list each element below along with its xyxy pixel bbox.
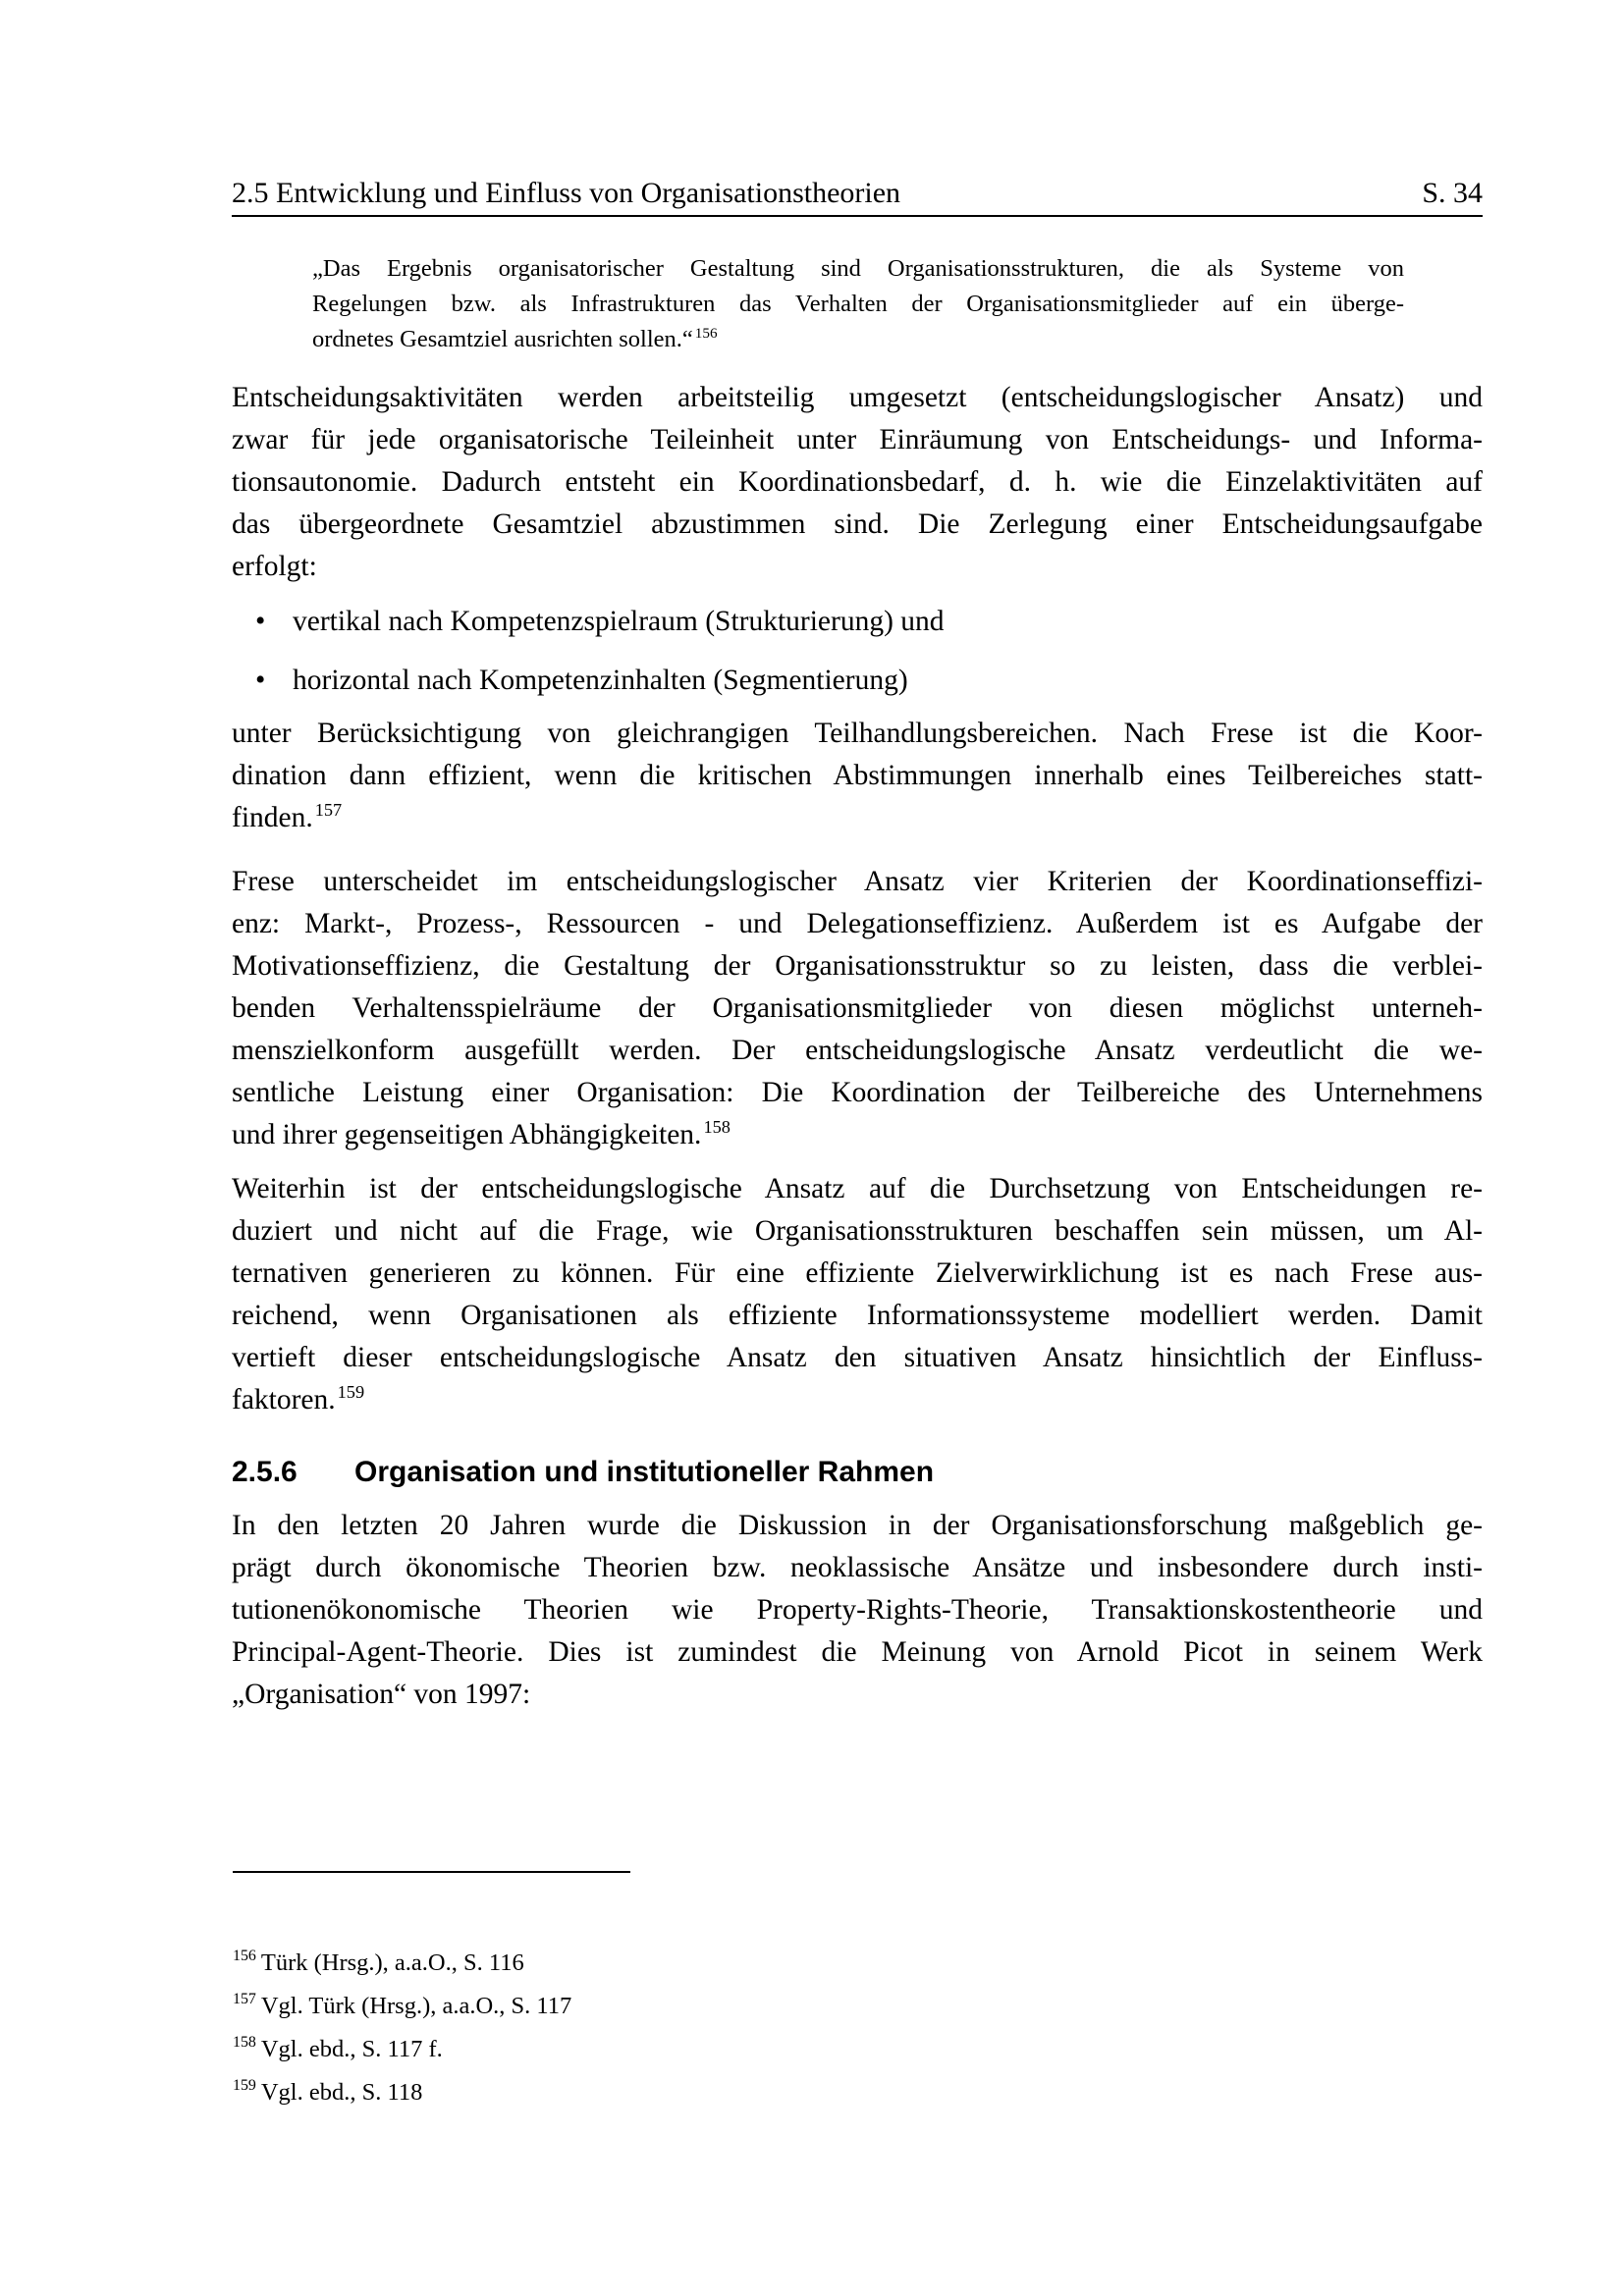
footnote [233, 2028, 443, 2071]
footnote-number: 156 [233, 1948, 256, 1965]
section-heading [232, 1453, 935, 1492]
line-text: finden. [232, 802, 313, 833]
footnote-separator [233, 1871, 630, 1873]
text-line [232, 1114, 1483, 1156]
header-title: 2.5 Entwicklung und Einfluss von Organisationstheorien [232, 177, 901, 209]
line-text: Principal-Agent-Theorie. Dies ist zumindest die Meinung von Arnold Picot in seinem Werk [232, 1636, 1483, 1668]
text-line [232, 988, 1483, 1030]
line-text: und ihrer gegenseitigen Abhängigkeiten. [232, 1119, 702, 1150]
footnote [233, 1942, 524, 1985]
text-line [232, 1589, 1483, 1631]
line-text: reichend, wenn Organisationen als effiziente Informationssysteme modelliert werden. Damit [232, 1300, 1483, 1331]
line-text: ordnetes Gesamtziel ausrichten sollen.“ [312, 326, 693, 352]
footnote-text: Türk (Hrsg.), a.a.O., S. 116 [260, 1949, 524, 1976]
text-line [232, 755, 1483, 797]
line-text: zwar für jede organisatorische Teileinheit unter Einräumung von Entscheidungs- und Informa- [232, 424, 1483, 455]
text-line [232, 945, 1483, 988]
footnote [233, 2071, 422, 2114]
text-line [232, 1505, 1483, 1547]
text-line [232, 419, 1483, 461]
line-text: In den letzten 20 Jahren wurde die Diskussion in der Organisationsforschung maßgeblich ge- [232, 1510, 1483, 1541]
line-text: erfolgt: [232, 551, 317, 582]
text-line [232, 546, 1483, 588]
footnote-reference[interactable]: 157 [314, 800, 343, 821]
line-text: enz: Markt-, Prozess-, Ressourcen - und Delegationseffizienz. Außerdem ist es Aufgabe der [232, 908, 1483, 939]
line-text: Weiterhin ist der entscheidungslogische Ansatz auf die Durchsetzung von Entscheidungen re- [232, 1173, 1483, 1204]
line-text: Motivationseffizienz, die Gestaltung der Organisationsstruktur so zu leisten, dass die verblei- [232, 950, 1483, 982]
footnote-text: Vgl. ebd., S. 118 [260, 2079, 423, 2106]
line-text: benden Verhaltensspielräume der Organisationsmitglieder von diesen möglichst unterneh- [232, 992, 1483, 1024]
line-text: ternativen generieren zu können. Für eine effiziente Zielverwirklichung ist es nach Frese aus- [232, 1257, 1483, 1289]
paragraph [232, 1505, 1483, 1716]
line-text: dination dann effizient, wenn die kritischen Abstimmungen innerhalb eines Teilbereiches statt- [232, 760, 1483, 791]
line-text: tionsautonomie. Dadurch entsteht ein Koordinationsbedarf, d. h. wie die Einzelaktivitäten auf [232, 466, 1483, 498]
running-header [232, 175, 1483, 212]
footnote-number: 159 [233, 2077, 256, 2095]
paragraph [232, 861, 1483, 1156]
line-text: prägt durch ökonomische Theorien bzw. neoklassische Ansätze und insbesondere durch insti- [232, 1552, 1483, 1583]
paragraph [232, 713, 1483, 839]
paragraph [232, 377, 1483, 588]
footnote-reference[interactable]: 159 [337, 1382, 365, 1403]
text-line [232, 797, 1483, 839]
line-text: Entscheidungsaktivitäten werden arbeitsteilig umgesetzt (entscheidungslogischer Ansatz) und [232, 382, 1483, 413]
text-line [232, 1253, 1483, 1295]
text-line [232, 861, 1483, 903]
line-text: vertieft dieser entscheidungslogische Ansatz den situativen Ansatz hinsichtlich der Einfluss- [232, 1342, 1483, 1373]
text-line [232, 1030, 1483, 1072]
footnote-text: Vgl. ebd., S. 117 f. [260, 2036, 443, 2062]
footnote-reference[interactable]: 156 [694, 324, 718, 342]
section-number: 2.5.6 [232, 1456, 298, 1488]
footnote [233, 1985, 571, 2028]
bullet-text: vertikal nach Kompetenzspielraum (Strukturierung) und [293, 606, 945, 637]
text-line [312, 322, 1404, 357]
text-line [232, 1210, 1483, 1253]
line-text: menszielkonform ausgefüllt werden. Der entscheidungslogische Ansatz verdeutlicht die we- [232, 1035, 1483, 1066]
footnote-number: 158 [233, 2034, 256, 2052]
line-text: das übergeordnete Gesamtziel abzustimmen sind. Die Zerlegung einer Entscheidungsaufgabe [232, 508, 1483, 540]
text-line [232, 1072, 1483, 1114]
text-line [232, 1295, 1483, 1337]
block-quote [312, 251, 1404, 357]
text-line [232, 504, 1483, 546]
line-text: Frese unterscheidet im entscheidungslogischer Ansatz vier Kriterien der Koordinationseffizi- [232, 866, 1483, 897]
text-line [312, 287, 1404, 322]
text-line [232, 903, 1483, 945]
text-line [232, 1337, 1483, 1379]
line-text: faktoren. [232, 1384, 336, 1415]
paragraph [232, 1168, 1483, 1421]
line-text: sentliche Leistung einer Organisation: Die Koordination der Teilbereiche des Unternehmens [232, 1077, 1483, 1108]
text-line [232, 377, 1483, 419]
line-text: tutionenökonomische Theorien wie Property-Rights-Theorie, Transaktionskostentheorie und [232, 1594, 1483, 1626]
text-line [312, 251, 1404, 287]
line-text: Regelungen bzw. als Infrastrukturen das Verhalten der Organisationsmitglieder auf ein überge- [312, 291, 1404, 317]
text-line [232, 1379, 1483, 1421]
text-line [232, 713, 1483, 755]
header-rule [232, 215, 1483, 217]
text-line [232, 461, 1483, 504]
bullet-text: horizontal nach Kompetenzinhalten (Segmentierung) [293, 665, 908, 696]
footnote-text: Vgl. Türk (Hrsg.), a.a.O., S. 117 [260, 1993, 572, 2019]
line-text: „Das Ergebnis organisatorischer Gestaltung sind Organisationsstrukturen, die als Systeme von [312, 255, 1404, 282]
text-line [232, 1631, 1483, 1674]
section-title: Organisation und institutioneller Rahmen [354, 1456, 935, 1488]
text-line [232, 1168, 1483, 1210]
bullet-icon: • [255, 606, 266, 637]
line-text: unter Berücksichtigung von gleichrangigen Teilhandlungsbereichen. Nach Frese ist die Koor- [232, 718, 1483, 749]
footnote-reference[interactable]: 158 [703, 1117, 731, 1138]
footnote-number: 157 [233, 1991, 256, 2008]
text-line [232, 1547, 1483, 1589]
page-number: S. 34 [1422, 177, 1483, 209]
bullet-icon: • [255, 665, 266, 696]
text-line [232, 1674, 1483, 1716]
line-text: „Organisation“ von 1997: [232, 1679, 531, 1710]
line-text: duziert und nicht auf die Frage, wie Organisationsstrukturen beschaffen sein müssen, um Al- [232, 1215, 1483, 1247]
